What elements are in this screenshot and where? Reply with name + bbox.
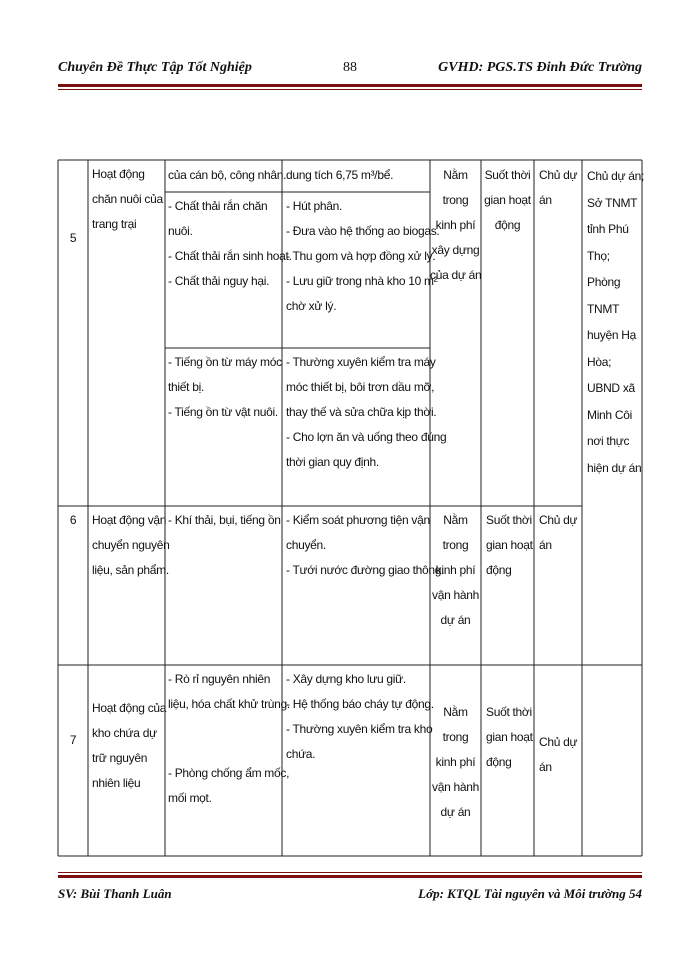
row7-measure: - Xây dựng kho lưu giữ. - Hệ thống báo cháy tự động. - Thường xuyên kiểm tra kho chứa.: [286, 672, 434, 761]
row7-mold-source: - Phòng chống ẩm mốc, mối mọt.: [168, 766, 290, 805]
row5-activity: Hoạt động chăn nuôi của trang trại: [92, 167, 163, 231]
row7-leak-source: - Rò rỉ nguyên nhiên liệu, hóa chất khử trùng.: [168, 672, 290, 711]
supervising-agencies: Chủ dự án; Sở TNMT tỉnh Phú Thọ; Phòng TNMT huyện Hạ Hòa; UBND xã Minh Côi nơi thực hiện dự án: [587, 169, 645, 475]
header-page-number: 88: [343, 60, 357, 75]
row5-funding: Nằm trong kinh phí xây dựng của dự án: [430, 168, 482, 282]
row7-time: Suốt thời gian hoạt động: [486, 705, 533, 769]
row5-number: 5: [69, 231, 77, 245]
row7-funding: Nằm trong kinh phí vận hành dự án: [432, 705, 479, 819]
footer-rule-thick: [58, 875, 642, 878]
row6-time: Suốt thời gian hoạt động: [486, 513, 533, 577]
row6-funding: Nằm trong kinh phí vận hành dự án: [432, 513, 479, 627]
header-rule-thick: [58, 84, 642, 87]
row5-time: Suốt thời gian hoạt động: [484, 168, 531, 232]
row5-solid-waste-measure: - Hút phân. - Đưa vào hệ thống ao biogas. - Thu gom và hợp đồng xử lý. - Lưu giữ trong nhà kho 10 m² chờ xử lý.: [286, 199, 440, 313]
row5-source-top: của cán bộ, công nhân.: [168, 168, 287, 182]
row7-number: 7: [69, 733, 77, 747]
footer-class: Lớp: KTQL Tài nguyên và Môi trường 54: [418, 886, 642, 901]
row5-solid-waste-source: - Chất thải rắn chăn nuôi. - Chất thải rắn sinh hoạt. - Chất thải nguy hại.: [168, 199, 292, 288]
row6-owner: Chủ dự án: [539, 513, 578, 552]
row6-source: - Khí thải, bụi, tiếng ồn: [168, 513, 281, 527]
row5-noise-measure: - Thường xuyên kiểm tra máy móc thiết bị, bôi trơn dầu mỡ, thay thế và sửa chữa kịp thời. - Cho lợn ăn và uống theo đúng thời gian quy định.: [286, 355, 447, 469]
row5-measure-top: dung tích 6,75 m³/bể.: [286, 168, 394, 182]
header-rule-thin: [58, 89, 642, 90]
page-footer: [58, 886, 642, 908]
row6-activity: Hoạt động vận chuyển nguyên liệu, sản phẩm.: [92, 513, 170, 577]
row7-owner: Chủ dự án: [539, 735, 578, 774]
row5-noise-source: - Tiếng ồn từ máy móc thiết bị. - Tiếng ồn từ vật nuôi.: [168, 355, 282, 419]
row6-number: 6: [69, 513, 77, 527]
row6-measure: - Kiểm soát phương tiện vận chuyển. - Tưới nước đường giao thông.: [286, 513, 445, 577]
footer-student: SV: Bùi Thanh Luân: [58, 886, 172, 901]
page-header: [58, 60, 642, 82]
header-course-title: Chuyên Đề Thực Tập Tốt Nghiệp: [58, 60, 252, 75]
footer-rule-thin: [58, 872, 642, 873]
header-supervisor: GVHD: PGS.TS Đinh Đức Trường: [438, 60, 642, 75]
row7-activity: Hoạt động của kho chứa dự trữ nguyên nhiên liệu: [92, 701, 167, 790]
row5-owner: Chủ dự án: [539, 168, 578, 207]
